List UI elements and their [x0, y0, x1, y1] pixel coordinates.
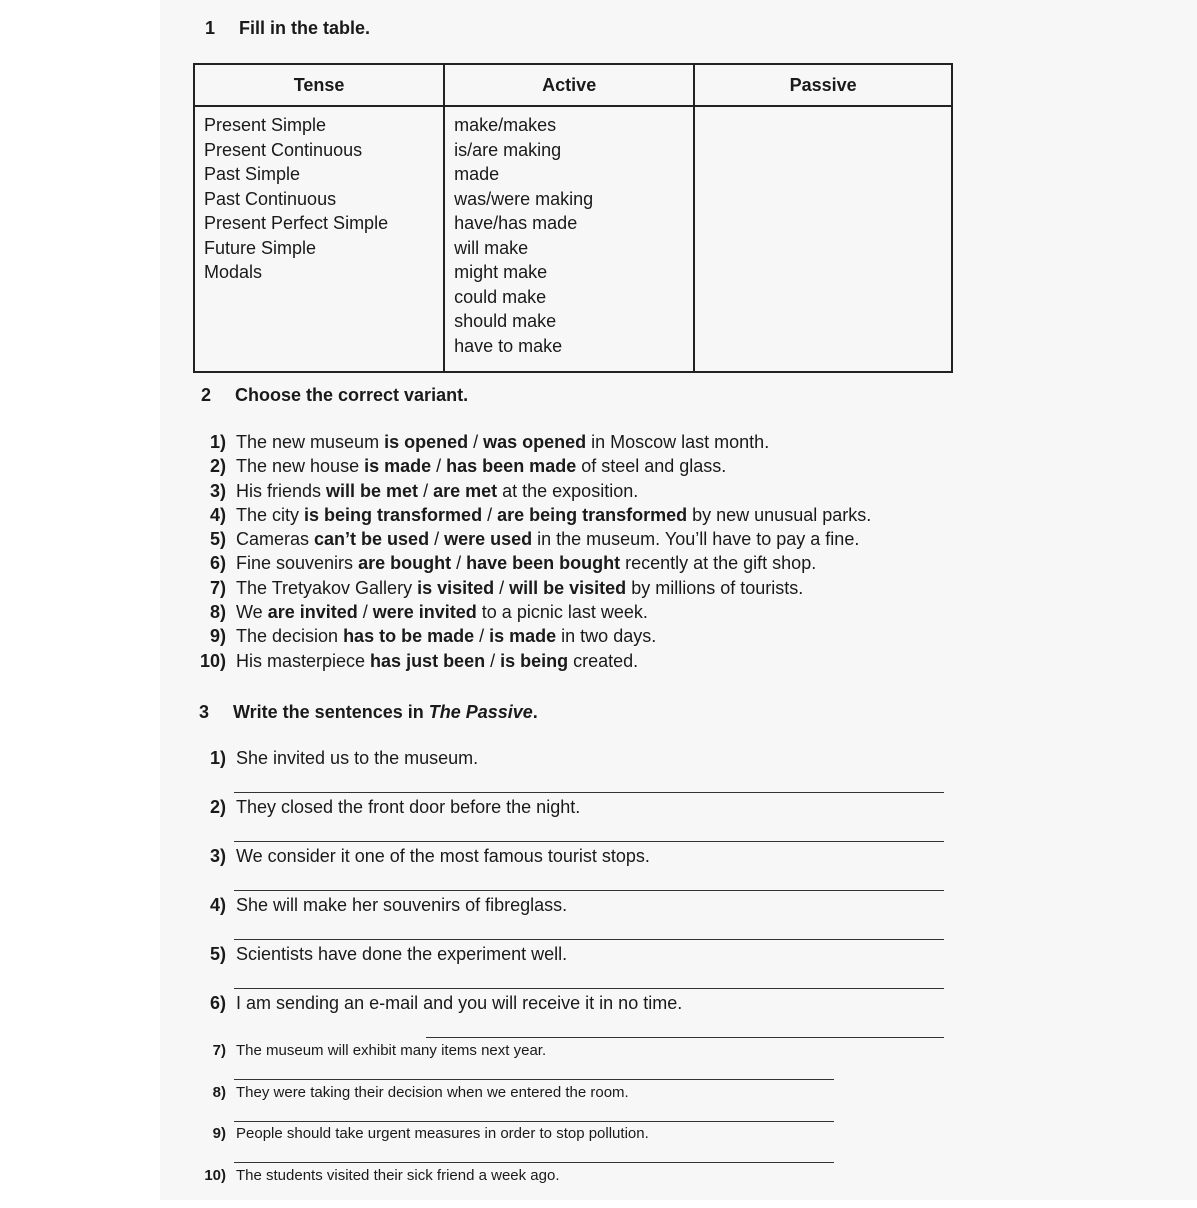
- section-2-heading: [201, 385, 468, 406]
- option-a[interactable]: is visited: [417, 578, 494, 598]
- choose-item: 5) Cameras can’t be used / were used in the museum. You’ll have to pay a fine.: [190, 527, 871, 551]
- write-item: 5) Scientists have done the experiment well.: [190, 944, 950, 993]
- answer-line[interactable]: [234, 841, 944, 842]
- answer-line[interactable]: [426, 1037, 944, 1038]
- option-b[interactable]: are met: [433, 481, 497, 501]
- section-title: Fill in the table.: [239, 18, 370, 38]
- write-item: 9) People should take urgent measures in order to stop pollution.: [190, 1125, 950, 1167]
- option-b[interactable]: has been made: [446, 456, 576, 476]
- section-number: 3: [199, 702, 233, 723]
- tense-cell: Present Simple: [204, 113, 434, 138]
- choose-item: 3) His friends will be met / are met at the exposition.: [190, 479, 871, 503]
- passive-answer-column[interactable]: [694, 106, 952, 372]
- option-b[interactable]: have been bought: [466, 553, 620, 573]
- table-header: Tense: [194, 64, 444, 106]
- tense-cell: Present Perfect Simple: [204, 211, 434, 236]
- section-number: 1: [205, 18, 239, 39]
- write-item: 6) I am sending an e-mail and you will receive it in no time.: [190, 993, 950, 1042]
- option-a[interactable]: is being transformed: [304, 505, 482, 525]
- table-header: Passive: [694, 64, 952, 106]
- answer-line[interactable]: [234, 1162, 834, 1163]
- active-cell: is/are making: [454, 138, 684, 163]
- active-column: [444, 106, 694, 372]
- table-header: Active: [444, 64, 694, 106]
- choose-item: 4) The city is being transformed / are being transformed by new unusual parks.: [190, 503, 871, 527]
- option-a[interactable]: are invited: [268, 602, 358, 622]
- option-a[interactable]: has just been: [370, 651, 485, 671]
- option-a[interactable]: has to be made: [343, 626, 474, 646]
- write-item: 1) She invited us to the museum.: [190, 748, 950, 797]
- choose-item: 2) The new house is made / has been made of steel and glass.: [190, 454, 871, 478]
- option-b[interactable]: was opened: [483, 432, 586, 452]
- active-cell: will make: [454, 236, 684, 261]
- option-a[interactable]: is made: [364, 456, 431, 476]
- answer-line[interactable]: [234, 988, 944, 989]
- section-1-heading: [205, 18, 370, 39]
- section-3-heading: 3 Write the sentences in The Passive.: [199, 702, 538, 723]
- write-item: 8) They were taking their decision when we entered the room.: [190, 1084, 950, 1126]
- answer-line[interactable]: [234, 939, 944, 940]
- active-cell: was/were making: [454, 187, 684, 212]
- option-b[interactable]: is being: [500, 651, 568, 671]
- option-b[interactable]: were invited: [373, 602, 477, 622]
- tense-cell: Past Simple: [204, 162, 434, 187]
- write-item: 4) She will make her souvenirs of fibreglass.: [190, 895, 950, 944]
- tense-cell: Past Continuous: [204, 187, 434, 212]
- tense-column: [194, 106, 444, 372]
- answer-line[interactable]: [234, 792, 944, 793]
- tense-cell: Modals: [204, 260, 434, 285]
- option-b[interactable]: will be visited: [509, 578, 626, 598]
- choose-item: 9) The decision has to be made / is made in two days.: [190, 624, 871, 648]
- write-item: 3) We consider it one of the most famous tourist stops.: [190, 846, 950, 895]
- choose-item: 10) His masterpiece has just been / is being created.: [190, 649, 871, 673]
- option-a[interactable]: are bought: [358, 553, 451, 573]
- choose-variant-list: [190, 430, 871, 673]
- write-item: 7) The museum will exhibit many items next year.: [190, 1042, 950, 1084]
- write-item: 10) The students visited their sick friend a week ago.: [190, 1167, 950, 1208]
- option-a[interactable]: is opened: [384, 432, 468, 452]
- answer-line[interactable]: [234, 1079, 834, 1080]
- option-a[interactable]: will be met: [326, 481, 418, 501]
- active-cell: should make: [454, 309, 684, 334]
- active-cell: have/has made: [454, 211, 684, 236]
- write-passive-list: [190, 748, 950, 1208]
- active-cell: might make: [454, 260, 684, 285]
- active-cell: have to make: [454, 334, 684, 359]
- answer-line[interactable]: [234, 1121, 834, 1122]
- option-b[interactable]: were used: [444, 529, 532, 549]
- option-b[interactable]: is made: [489, 626, 556, 646]
- write-item: 2) They closed the front door before the night.: [190, 797, 950, 846]
- active-cell: make/makes: [454, 113, 684, 138]
- choose-item: 7) The Tretyakov Gallery is visited / will be visited by millions of tourists.: [190, 576, 871, 600]
- tense-cell: Future Simple: [204, 236, 434, 261]
- choose-item: 8) We are invited / were invited to a picnic last week.: [190, 600, 871, 624]
- choose-item: 1) The new museum is opened / was opened in Moscow last month.: [190, 430, 871, 454]
- section-number: 2: [201, 385, 235, 406]
- active-cell: made: [454, 162, 684, 187]
- section-title: Choose the correct variant.: [235, 385, 468, 405]
- active-cell: could make: [454, 285, 684, 310]
- tense-cell: Present Continuous: [204, 138, 434, 163]
- answer-line[interactable]: [234, 890, 944, 891]
- option-b[interactable]: are being transformed: [497, 505, 687, 525]
- option-a[interactable]: can’t be used: [314, 529, 429, 549]
- choose-item: 6) Fine souvenirs are bought / have been bought recently at the gift shop.: [190, 551, 871, 575]
- tense-table: [193, 63, 953, 373]
